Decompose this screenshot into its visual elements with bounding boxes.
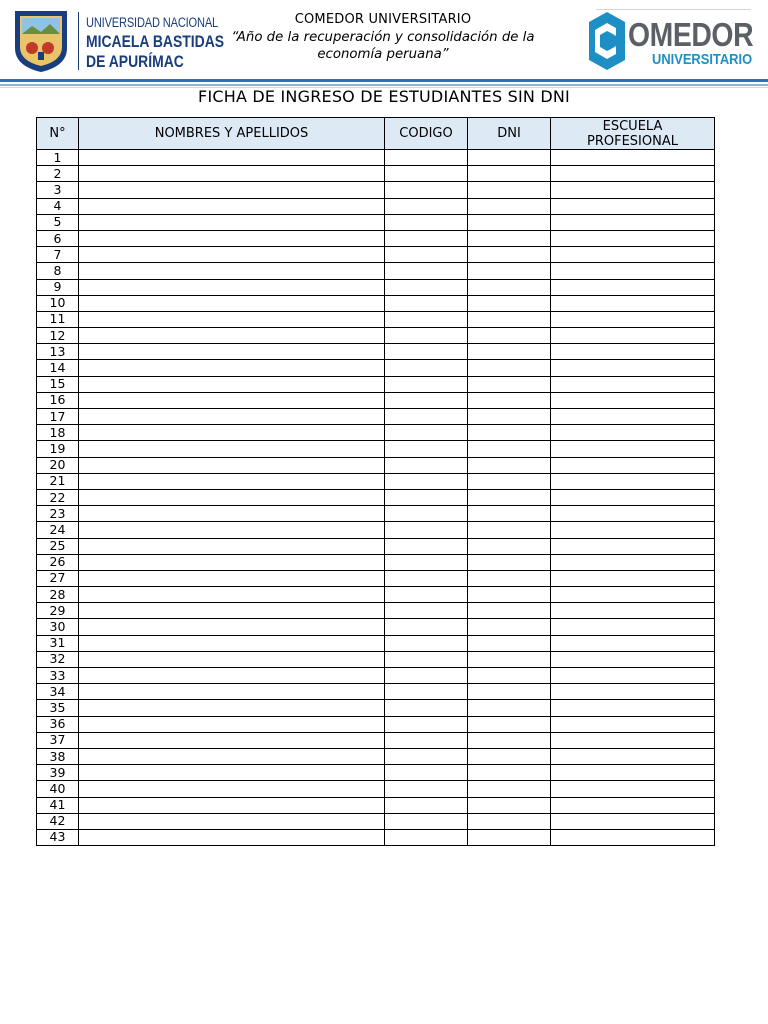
dni-cell[interactable] <box>468 182 551 198</box>
name-cell[interactable] <box>79 765 385 781</box>
school-cell[interactable] <box>551 716 715 732</box>
row-number: 8 <box>37 263 79 279</box>
dni-cell[interactable] <box>468 829 551 845</box>
name-cell[interactable] <box>79 570 385 586</box>
table-row <box>37 765 715 781</box>
row-number: 41 <box>37 797 79 813</box>
name-cell[interactable] <box>79 392 385 408</box>
table-row <box>37 279 715 295</box>
school-cell[interactable] <box>551 392 715 408</box>
school-cell[interactable] <box>551 506 715 522</box>
code-cell[interactable] <box>385 392 468 408</box>
code-cell[interactable] <box>385 829 468 845</box>
row-number: 12 <box>37 328 79 344</box>
school-cell[interactable] <box>551 166 715 182</box>
comedor-hexagon-icon <box>586 10 628 72</box>
dni-cell[interactable] <box>468 684 551 700</box>
name-cell[interactable] <box>79 230 385 246</box>
row-number: 6 <box>37 230 79 246</box>
code-cell[interactable] <box>385 797 468 813</box>
dni-cell[interactable] <box>468 425 551 441</box>
column-header-col-names: NOMBRES Y APELLIDOS <box>79 118 385 150</box>
row-number: 27 <box>37 570 79 586</box>
table-row <box>37 489 715 505</box>
name-cell[interactable] <box>79 651 385 667</box>
name-cell[interactable] <box>79 700 385 716</box>
university-name-line1: UNIVERSIDAD NACIONAL <box>86 15 219 30</box>
school-cell[interactable] <box>551 684 715 700</box>
code-cell[interactable] <box>385 425 468 441</box>
column-header-col-number: N° <box>37 118 79 150</box>
name-cell[interactable] <box>79 506 385 522</box>
code-cell[interactable] <box>385 247 468 263</box>
code-cell[interactable] <box>385 781 468 797</box>
dni-cell[interactable] <box>468 489 551 505</box>
school-cell[interactable] <box>551 279 715 295</box>
dni-cell[interactable] <box>468 279 551 295</box>
row-number: 31 <box>37 635 79 651</box>
code-cell[interactable] <box>385 619 468 635</box>
dni-cell[interactable] <box>468 376 551 392</box>
table-row <box>37 651 715 667</box>
dni-cell[interactable] <box>468 765 551 781</box>
dni-cell[interactable] <box>468 587 551 603</box>
school-cell[interactable] <box>551 473 715 489</box>
table-row <box>37 554 715 570</box>
dni-cell[interactable] <box>468 166 551 182</box>
header-rule-light <box>0 84 768 86</box>
code-cell[interactable] <box>385 182 468 198</box>
code-cell[interactable] <box>385 748 468 764</box>
row-number: 16 <box>37 392 79 408</box>
dni-cell[interactable] <box>468 716 551 732</box>
university-logo <box>12 8 225 74</box>
dni-cell[interactable] <box>468 392 551 408</box>
dni-cell[interactable] <box>468 651 551 667</box>
table-row <box>37 230 715 246</box>
school-cell[interactable] <box>551 344 715 360</box>
university-name-line2: MICAELA BASTIDAS <box>86 31 225 51</box>
dni-cell[interactable] <box>468 198 551 214</box>
table-header-row <box>37 118 715 150</box>
name-cell[interactable] <box>79 781 385 797</box>
school-cell[interactable] <box>551 538 715 554</box>
table-row <box>37 392 715 408</box>
university-name-line3: DE APURÍMAC <box>86 51 184 71</box>
row-number: 38 <box>37 748 79 764</box>
code-cell[interactable] <box>385 166 468 182</box>
row-number: 28 <box>37 587 79 603</box>
dni-cell[interactable] <box>468 150 551 166</box>
school-cell[interactable] <box>551 376 715 392</box>
code-cell[interactable] <box>385 441 468 457</box>
school-cell[interactable] <box>551 295 715 311</box>
dni-cell[interactable] <box>468 441 551 457</box>
code-cell[interactable] <box>385 522 468 538</box>
row-number: 15 <box>37 376 79 392</box>
code-cell[interactable] <box>385 684 468 700</box>
dni-cell[interactable] <box>468 813 551 829</box>
student-roster-table <box>36 117 715 846</box>
table-row <box>37 182 715 198</box>
header-motto: “Año de la recuperación y consolidación de la economía peruana” <box>231 30 535 62</box>
code-cell[interactable] <box>385 263 468 279</box>
row-number: 33 <box>37 668 79 684</box>
school-cell[interactable] <box>551 570 715 586</box>
school-cell[interactable] <box>551 214 715 230</box>
school-cell[interactable] <box>551 457 715 473</box>
column-header-col-code: CODIGO <box>385 118 468 150</box>
name-cell[interactable] <box>79 732 385 748</box>
row-number: 19 <box>37 441 79 457</box>
name-cell[interactable] <box>79 473 385 489</box>
table-row <box>37 781 715 797</box>
code-cell[interactable] <box>385 473 468 489</box>
name-cell[interactable] <box>79 425 385 441</box>
dni-cell[interactable] <box>468 409 551 425</box>
row-number: 37 <box>37 732 79 748</box>
code-cell[interactable] <box>385 489 468 505</box>
row-number: 35 <box>37 700 79 716</box>
school-cell[interactable] <box>551 797 715 813</box>
table-row <box>37 198 715 214</box>
logo-divider <box>78 12 79 70</box>
row-number: 23 <box>37 506 79 522</box>
row-number: 40 <box>37 781 79 797</box>
code-cell[interactable] <box>385 344 468 360</box>
school-cell[interactable] <box>551 247 715 263</box>
school-cell[interactable] <box>551 732 715 748</box>
code-cell[interactable] <box>385 457 468 473</box>
table-row <box>37 587 715 603</box>
name-cell[interactable] <box>79 311 385 327</box>
table-row <box>37 700 715 716</box>
dni-cell[interactable] <box>468 554 551 570</box>
page-header <box>0 0 768 80</box>
dni-cell[interactable] <box>468 619 551 635</box>
row-number: 4 <box>37 198 79 214</box>
name-cell[interactable] <box>79 295 385 311</box>
dni-cell[interactable] <box>468 781 551 797</box>
table-row <box>37 748 715 764</box>
comedor-logo-subword: UNIVERSITARIO <box>652 51 753 68</box>
code-cell[interactable] <box>385 150 468 166</box>
row-number: 1 <box>37 150 79 166</box>
row-number: 11 <box>37 311 79 327</box>
name-cell[interactable] <box>79 214 385 230</box>
school-cell[interactable] <box>551 700 715 716</box>
dni-cell[interactable] <box>468 603 551 619</box>
table-body <box>37 150 715 846</box>
name-cell[interactable] <box>79 716 385 732</box>
school-cell[interactable] <box>551 587 715 603</box>
code-cell[interactable] <box>385 360 468 376</box>
dni-cell[interactable] <box>468 295 551 311</box>
table-row <box>37 457 715 473</box>
code-cell[interactable] <box>385 230 468 246</box>
name-cell[interactable] <box>79 603 385 619</box>
school-cell[interactable] <box>551 668 715 684</box>
name-cell[interactable] <box>79 457 385 473</box>
row-number: 29 <box>37 603 79 619</box>
table-row <box>37 311 715 327</box>
row-number: 20 <box>37 457 79 473</box>
header-rule <box>0 79 768 82</box>
row-number: 30 <box>37 619 79 635</box>
table-row <box>37 603 715 619</box>
table-row <box>37 441 715 457</box>
school-cell[interactable] <box>551 230 715 246</box>
dni-cell[interactable] <box>468 230 551 246</box>
dni-cell[interactable] <box>468 311 551 327</box>
row-number: 36 <box>37 716 79 732</box>
table-row <box>37 619 715 635</box>
school-cell[interactable] <box>551 635 715 651</box>
name-cell[interactable] <box>79 409 385 425</box>
code-cell[interactable] <box>385 716 468 732</box>
table-row <box>37 328 715 344</box>
name-cell[interactable] <box>79 360 385 376</box>
code-cell[interactable] <box>385 295 468 311</box>
name-cell[interactable] <box>79 684 385 700</box>
code-cell[interactable] <box>385 214 468 230</box>
name-cell[interactable] <box>79 635 385 651</box>
row-number: 21 <box>37 473 79 489</box>
school-cell[interactable] <box>551 263 715 279</box>
dni-cell[interactable] <box>468 732 551 748</box>
school-cell[interactable] <box>551 198 715 214</box>
header-center <box>218 12 548 63</box>
school-cell[interactable] <box>551 441 715 457</box>
code-cell[interactable] <box>385 409 468 425</box>
table-row <box>37 732 715 748</box>
code-cell[interactable] <box>385 635 468 651</box>
dni-cell[interactable] <box>468 668 551 684</box>
table-row <box>37 716 715 732</box>
name-cell[interactable] <box>79 829 385 845</box>
school-cell[interactable] <box>551 554 715 570</box>
code-cell[interactable] <box>385 765 468 781</box>
code-cell[interactable] <box>385 700 468 716</box>
row-number: 10 <box>37 295 79 311</box>
column-header-col-school: ESCUELA PROFESIONAL <box>551 118 715 150</box>
row-number: 9 <box>37 279 79 295</box>
table-row <box>37 797 715 813</box>
name-cell[interactable] <box>79 489 385 505</box>
code-cell[interactable] <box>385 732 468 748</box>
school-cell[interactable] <box>551 813 715 829</box>
code-cell[interactable] <box>385 538 468 554</box>
row-number: 22 <box>37 489 79 505</box>
dni-cell[interactable] <box>468 457 551 473</box>
table-row <box>37 473 715 489</box>
table-row <box>37 214 715 230</box>
name-cell[interactable] <box>79 441 385 457</box>
dni-cell[interactable] <box>468 797 551 813</box>
code-cell[interactable] <box>385 651 468 667</box>
row-number: 5 <box>37 214 79 230</box>
row-number: 3 <box>37 182 79 198</box>
school-cell[interactable] <box>551 311 715 327</box>
row-number: 39 <box>37 765 79 781</box>
name-cell[interactable] <box>79 247 385 263</box>
row-number: 25 <box>37 538 79 554</box>
dni-cell[interactable] <box>468 473 551 489</box>
name-cell[interactable] <box>79 522 385 538</box>
code-cell[interactable] <box>385 376 468 392</box>
form-title: FICHA DE INGRESO DE ESTUDIANTES SIN DNI <box>198 87 570 106</box>
name-cell[interactable] <box>79 198 385 214</box>
table-row <box>37 813 715 829</box>
school-cell[interactable] <box>551 409 715 425</box>
name-cell[interactable] <box>79 813 385 829</box>
row-number: 14 <box>37 360 79 376</box>
row-number: 34 <box>37 684 79 700</box>
school-cell[interactable] <box>551 360 715 376</box>
school-cell[interactable] <box>551 765 715 781</box>
code-cell[interactable] <box>385 587 468 603</box>
school-cell[interactable] <box>551 522 715 538</box>
table-row <box>37 506 715 522</box>
dni-cell[interactable] <box>468 263 551 279</box>
school-cell[interactable] <box>551 425 715 441</box>
row-number: 43 <box>37 829 79 845</box>
row-number: 24 <box>37 522 79 538</box>
column-header-col-dni: DNI <box>468 118 551 150</box>
dni-cell[interactable] <box>468 522 551 538</box>
code-cell[interactable] <box>385 668 468 684</box>
row-number: 32 <box>37 651 79 667</box>
school-cell[interactable] <box>551 619 715 635</box>
dni-cell[interactable] <box>468 247 551 263</box>
school-cell[interactable] <box>551 489 715 505</box>
dni-cell[interactable] <box>468 538 551 554</box>
name-cell[interactable] <box>79 344 385 360</box>
table-row <box>37 344 715 360</box>
name-cell[interactable] <box>79 797 385 813</box>
table-row <box>37 522 715 538</box>
code-cell[interactable] <box>385 311 468 327</box>
school-cell[interactable] <box>551 781 715 797</box>
dni-cell[interactable] <box>468 748 551 764</box>
comedor-logo <box>586 8 756 72</box>
table-row <box>37 829 715 845</box>
dni-cell[interactable] <box>468 700 551 716</box>
name-cell[interactable] <box>79 619 385 635</box>
name-cell[interactable] <box>79 668 385 684</box>
name-cell[interactable] <box>79 150 385 166</box>
dni-cell[interactable] <box>468 635 551 651</box>
table-row <box>37 376 715 392</box>
code-cell[interactable] <box>385 603 468 619</box>
table-row <box>37 247 715 263</box>
table-row <box>37 166 715 182</box>
dni-cell[interactable] <box>468 506 551 522</box>
row-number: 26 <box>37 554 79 570</box>
code-cell[interactable] <box>385 279 468 295</box>
name-cell[interactable] <box>79 182 385 198</box>
code-cell[interactable] <box>385 506 468 522</box>
row-number: 2 <box>37 166 79 182</box>
dni-cell[interactable] <box>468 344 551 360</box>
dni-cell[interactable] <box>468 214 551 230</box>
table-row <box>37 668 715 684</box>
code-cell[interactable] <box>385 198 468 214</box>
name-cell[interactable] <box>79 166 385 182</box>
name-cell[interactable] <box>79 376 385 392</box>
school-cell[interactable] <box>551 651 715 667</box>
name-cell[interactable] <box>79 554 385 570</box>
school-cell[interactable] <box>551 748 715 764</box>
code-cell[interactable] <box>385 328 468 344</box>
header-title: COMEDOR UNIVERSITARIO <box>294 12 472 27</box>
name-cell[interactable] <box>79 538 385 554</box>
dni-cell[interactable] <box>468 328 551 344</box>
name-cell[interactable] <box>79 279 385 295</box>
row-number: 17 <box>37 409 79 425</box>
comedor-logo-word: OMEDOR <box>628 16 754 53</box>
table-row <box>37 360 715 376</box>
school-cell[interactable] <box>551 182 715 198</box>
table-row <box>37 425 715 441</box>
row-number: 18 <box>37 425 79 441</box>
school-cell[interactable] <box>551 603 715 619</box>
school-cell[interactable] <box>551 328 715 344</box>
school-cell[interactable] <box>551 829 715 845</box>
name-cell[interactable] <box>79 263 385 279</box>
table-row <box>37 538 715 554</box>
name-cell[interactable] <box>79 328 385 344</box>
dni-cell[interactable] <box>468 570 551 586</box>
table-row <box>37 409 715 425</box>
code-cell[interactable] <box>385 570 468 586</box>
name-cell[interactable] <box>79 748 385 764</box>
code-cell[interactable] <box>385 554 468 570</box>
table-row <box>37 295 715 311</box>
table-row <box>37 150 715 166</box>
table-row <box>37 263 715 279</box>
dni-cell[interactable] <box>468 360 551 376</box>
table-row <box>37 684 715 700</box>
table-row <box>37 635 715 651</box>
school-cell[interactable] <box>551 150 715 166</box>
university-shield-icon <box>12 8 70 74</box>
table-row <box>37 570 715 586</box>
row-number: 13 <box>37 344 79 360</box>
name-cell[interactable] <box>79 587 385 603</box>
code-cell[interactable] <box>385 813 468 829</box>
row-number: 7 <box>37 247 79 263</box>
row-number: 42 <box>37 813 79 829</box>
